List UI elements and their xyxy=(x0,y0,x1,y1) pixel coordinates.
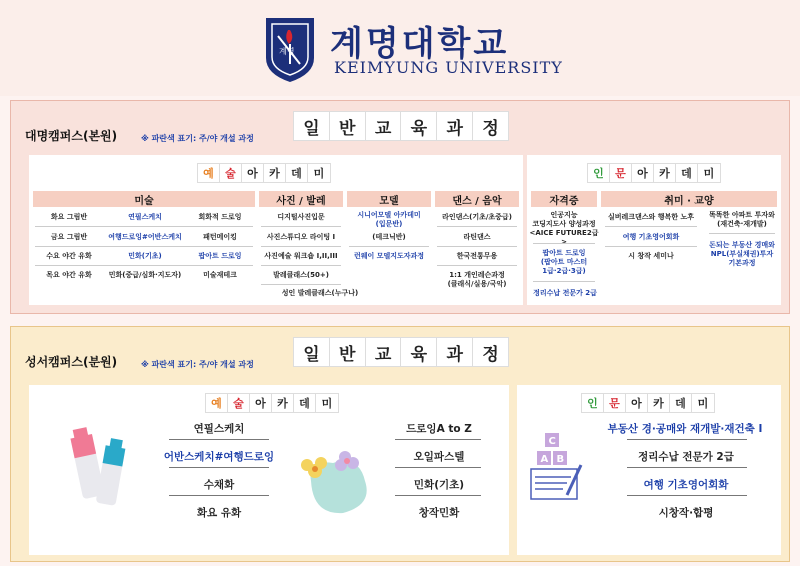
arts-academy-tiles xyxy=(197,163,331,183)
course-cell: 인공지능 xyxy=(550,211,578,219)
row-divider xyxy=(261,226,341,227)
course-cell: 1급·2급·3급) xyxy=(542,267,586,275)
row-divider xyxy=(261,284,341,285)
block-letter: A xyxy=(540,454,549,465)
item-divider xyxy=(627,467,747,468)
course-cell: 디지털사진입문 xyxy=(277,213,325,221)
column-head-misul: 미술 xyxy=(33,191,255,207)
general-course-banner xyxy=(293,111,509,141)
course-cell: 목요 야간 유화 xyxy=(46,271,92,279)
column-head-license: 자격증 xyxy=(531,191,597,207)
tile: 미 xyxy=(308,164,330,182)
course-cell: 시 창작 세미나 xyxy=(628,252,674,260)
tile: 아 xyxy=(632,164,654,182)
course-cell: NPL(부실채권)투자 xyxy=(710,250,774,258)
row-divider xyxy=(437,265,517,266)
tile: 미 xyxy=(692,394,714,412)
tile: 데 xyxy=(676,164,698,182)
course-cell: 사진스튜디오 라이팅 I xyxy=(266,233,336,241)
banner-char: 교 xyxy=(366,112,402,140)
course-cell: 팝아트 드로잉 xyxy=(198,252,242,260)
arts-academy-card xyxy=(29,155,523,305)
daemyeong-campus-section xyxy=(10,100,790,314)
course-item: 드로잉A to Z xyxy=(406,423,472,435)
banner-char: 일 xyxy=(294,338,330,366)
tile: 데 xyxy=(286,164,308,182)
tile: 인 xyxy=(582,394,604,412)
university-name-english: KEIMYUNG UNIVERSITY xyxy=(334,58,563,77)
course-item: 연필스케치 xyxy=(193,423,245,435)
tile: 데 xyxy=(294,394,316,412)
item-divider xyxy=(627,439,747,440)
course-item: 창작민화 xyxy=(418,507,460,519)
course-cell: 여행 기초영어회화 xyxy=(622,233,680,241)
tile: 미 xyxy=(698,164,720,182)
tile: 예 xyxy=(198,164,220,182)
course-cell: 패턴메이킹 xyxy=(203,233,237,241)
course-cell: 돈되는 부동산 경매와 xyxy=(709,241,775,249)
humanities-academy-card xyxy=(527,155,781,305)
item-divider xyxy=(169,495,269,496)
seongseo-campus-section xyxy=(10,326,790,562)
shield-char-1: 계명 xyxy=(279,47,295,56)
item-divider xyxy=(395,439,481,440)
course-cell: (팝아트 마스터 xyxy=(540,258,588,266)
course-cell: 수요 야간 유화 xyxy=(46,252,92,260)
course-cell: 런웨이 모델지도자과정 xyxy=(353,252,425,260)
course-cell: (입문반) xyxy=(375,220,403,228)
course-cell: 연필스케치 xyxy=(128,213,162,221)
tile: 인 xyxy=(588,164,610,182)
tile: 아 xyxy=(242,164,264,182)
tile: 카 xyxy=(264,164,286,182)
tile: 아 xyxy=(626,394,648,412)
course-cell: 화요 그림반 xyxy=(50,213,88,221)
tile: 술 xyxy=(228,394,250,412)
course-cell: 라틴댄스 xyxy=(463,233,491,241)
course-cell: 실버레크댄스와 행복한 노후 xyxy=(607,213,695,221)
banner-char: 과 xyxy=(437,338,473,366)
general-course-banner xyxy=(293,337,509,367)
banner-char: 교 xyxy=(366,338,402,366)
paint-tubes-icon xyxy=(63,423,133,513)
campus-title: 성서캠퍼스(분원) xyxy=(25,355,118,369)
course-cell: 여행드로잉#어반스케치 xyxy=(108,233,182,241)
arts-academy-tiles xyxy=(205,393,339,413)
row-divider xyxy=(533,243,595,244)
row-divider xyxy=(605,246,697,247)
tile: 문 xyxy=(604,394,626,412)
course-cell: 한국전통무용 xyxy=(456,252,498,260)
item-divider xyxy=(169,439,269,440)
course-cell: 금요 그림반 xyxy=(50,233,88,241)
row-divider xyxy=(605,226,697,227)
tile: 술 xyxy=(220,164,242,182)
course-item: 화요 유화 xyxy=(196,507,242,519)
block-letter: C xyxy=(548,436,556,447)
course-cell: 시니어모델 아카데미 xyxy=(357,211,421,219)
banner-char: 육 xyxy=(401,112,437,140)
item-divider xyxy=(169,467,269,468)
banner-char: 육 xyxy=(401,338,437,366)
header xyxy=(0,0,800,96)
row-divider xyxy=(349,246,429,247)
arts-academy-card xyxy=(29,385,509,555)
banner-char: 반 xyxy=(330,112,366,140)
course-cell: 발레클래스(50+) xyxy=(273,271,329,279)
course-cell: 기본과정 xyxy=(728,259,756,267)
course-cell: 미술재테크 xyxy=(203,271,237,279)
course-cell: 민화(기초) xyxy=(128,252,162,260)
tile: 데 xyxy=(670,394,692,412)
course-cell: 라인댄스(기초/초중급) xyxy=(442,213,512,221)
course-cell: 민화(중급/심화·지도자) xyxy=(108,271,182,279)
row-divider xyxy=(261,265,341,266)
banner-char: 반 xyxy=(330,338,366,366)
row-divider xyxy=(709,233,775,234)
course-item: 수채화 xyxy=(203,479,235,491)
course-cell: 사진예술 워크숍 I,II,III xyxy=(264,252,338,260)
tile: 미 xyxy=(316,394,338,412)
row-divider xyxy=(261,246,341,247)
course-cell: 1:1 개인레슨과정 xyxy=(449,271,505,279)
humanities-academy-card xyxy=(517,385,781,555)
course-cell: 성인 발레클래스(누구나) xyxy=(281,289,359,297)
row-divider xyxy=(35,265,253,266)
tile: 카 xyxy=(654,164,676,182)
row-divider xyxy=(437,226,517,227)
course-cell: 회화적 드로잉 xyxy=(198,213,242,221)
university-name-korean: 계명대학교 xyxy=(330,24,510,64)
banner-char: 정 xyxy=(482,344,499,365)
tile: 카 xyxy=(272,394,294,412)
watercolor-flowers-icon xyxy=(293,441,383,521)
column-head-hobby: 취미 · 교양 xyxy=(601,191,777,207)
block-letter: B xyxy=(556,454,565,465)
row-divider xyxy=(437,246,517,247)
course-item: 시창작·합평 xyxy=(658,507,714,519)
course-cell: 코딩지도사 양성과정 xyxy=(532,220,596,228)
banner-char: 정 xyxy=(482,118,499,139)
column-head-photo: 사진 / 발레 xyxy=(259,191,343,207)
banner-char: 과 xyxy=(437,112,473,140)
color-note: ※ 파란색 표기: 주/야 개설 과정 xyxy=(141,360,254,369)
column-head-model: 모델 xyxy=(347,191,431,207)
course-cell: (클래식/실용/국악) xyxy=(447,280,507,288)
course-cell: (테크닉반) xyxy=(372,233,406,241)
item-divider xyxy=(627,495,747,496)
tile: 카 xyxy=(648,394,670,412)
course-cell: 팝아트 드로잉 xyxy=(542,249,586,257)
tile: 아 xyxy=(250,394,272,412)
course-cell: 똑똑한 아파트 투자와 (재건축·재개발) xyxy=(709,211,775,228)
humanities-academy-tiles xyxy=(587,163,721,183)
course-item: 부동산 경·공매와 재개발·재건축 I xyxy=(607,423,763,435)
course-item: 어반스케치#여행드로잉 xyxy=(163,451,275,463)
column-head-dance: 댄스 / 음악 xyxy=(435,191,519,207)
letter-blocks-notepad-icon xyxy=(523,425,593,505)
humanities-academy-tiles xyxy=(581,393,715,413)
course-cell: <AICE FUTURE2급> xyxy=(529,229,599,246)
row-divider xyxy=(35,226,253,227)
campus-title: 대명캠퍼스(본원) xyxy=(25,129,118,143)
tile: 문 xyxy=(610,164,632,182)
course-item: 여행 기초영어회화 xyxy=(643,479,729,491)
course-cell: 정리수납 전문가 2급 xyxy=(533,289,597,297)
course-item: 민화(기초) xyxy=(413,479,465,491)
row-divider xyxy=(533,281,595,282)
tile: 예 xyxy=(206,394,228,412)
university-shield-icon xyxy=(262,14,318,84)
item-divider xyxy=(395,495,481,496)
course-item: 정리수납 전문가 2급 xyxy=(638,451,734,463)
course-item: 오일파스텔 xyxy=(413,451,465,463)
banner-char: 일 xyxy=(294,112,330,140)
row-divider xyxy=(35,246,253,247)
color-note: ※ 파란색 표기: 주/야 개설 과정 xyxy=(141,134,254,143)
item-divider xyxy=(395,467,481,468)
